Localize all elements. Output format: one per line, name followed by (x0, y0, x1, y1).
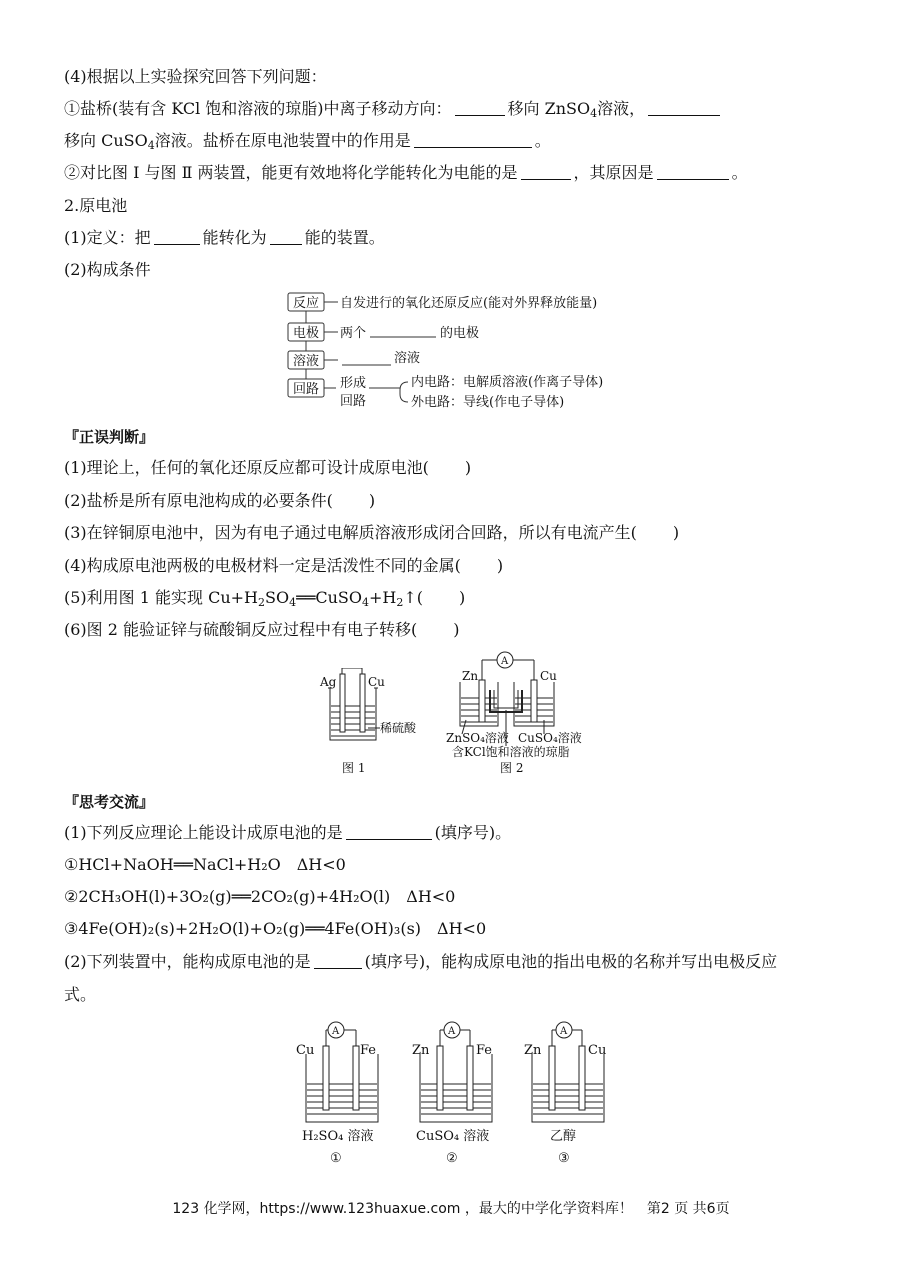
section-judgement-title: 『正误判断』 (64, 428, 155, 446)
conditions-heading: (2)构成条件 (64, 260, 151, 279)
figure-3-devices (290, 1014, 620, 1172)
reaction-1: ①HCl+NaOH══NaCl+H₂O ΔH<0 (64, 855, 346, 874)
fig1-ag-label: Ag (320, 675, 337, 689)
answer-blank[interactable] (346, 823, 432, 840)
device-2-left-electrode: Zn (412, 1043, 430, 1058)
device-1-left-electrode: Cu (296, 1043, 315, 1058)
device-3-number: ③ (558, 1151, 570, 1166)
judge-item-2: (2)盐桥是所有原电池构成的必要条件( ) (64, 491, 376, 510)
device-3-ammeter: A (560, 1026, 568, 1037)
fig2-zn-label: Zn (462, 669, 479, 683)
device-1-ammeter: A (332, 1026, 340, 1037)
judge-item-1: (1)理论上，任何的氧化还原反应都可设计成原电池( ) (64, 458, 472, 477)
definition-line: (1)定义：把 能转化为 能的装置。 (64, 228, 385, 247)
reaction-2: ②2CH₃OH(l)+3O₂(g)══2CO₂(g)+4H₂O(l) ΔH<0 (64, 887, 456, 906)
diagram-box-electrode: 电极 (293, 326, 320, 341)
answer-blank[interactable] (414, 131, 532, 148)
device-2-solution: CuSO₄ 溶液 (416, 1129, 490, 1144)
judge-item-4: (4)构成原电池两极的电极材料一定是活泼性不同的金属( ) (64, 556, 504, 575)
diagram-box-circuit: 回路 (293, 382, 320, 397)
answer-blank[interactable] (455, 99, 505, 116)
diagram-inner-circuit: 内电路：电解质溶液(作离子导体) (411, 375, 604, 390)
figure-2-apparatus (444, 650, 594, 780)
device-2-right-electrode: Fe (476, 1043, 493, 1058)
answer-blank[interactable] (521, 163, 571, 180)
device-1-number: ① (330, 1151, 342, 1166)
judge-item-5: (5)利用图 1 能实现 $Cu+H_2SO_4══CuSO_4+H_2↑$( ) (64, 588, 466, 609)
fig2-cuso4-label: CuSO₄溶液 (518, 731, 582, 745)
device-3-solution: 乙醇 (550, 1129, 577, 1144)
diagram-text-solution: 溶液 (394, 351, 421, 366)
answer-blank[interactable] (154, 228, 200, 245)
fig1-acid-label: 稀硫酸 (380, 721, 417, 735)
diagram-text-reaction: 自发进行的氧化还原反应(能对外界释放能量) (340, 296, 598, 311)
diagram-text-electrode-a: 两个 (340, 326, 367, 341)
diagram-box-reaction: 反应 (293, 296, 320, 311)
answer-blank[interactable] (657, 163, 729, 180)
figure-1-apparatus (318, 668, 430, 780)
device-2-number: ② (446, 1151, 458, 1166)
think-question-1: (1)下列反应理论上能设计成原电池的是 (填序号)。 (64, 823, 512, 842)
think-question-2: (2)下列装置中，能构成原电池的是 (填序号)，能构成原电池的指出电极的名称并写出电极反应 (64, 952, 778, 971)
reaction-3: ③4Fe(OH)₂(s)+2H₂O(l)+O₂(g)══4Fe(OH)₃(s) ΔH<0 (64, 919, 487, 938)
page-footer: 123 化学网，https://www.123huaxue.com ，最大的中学化学资料库！ 第2 页 共6页 (172, 1201, 730, 1217)
judge-item-6: (6)图 2 能验证锌与硫酸铜反应过程中有电子转移( ) (64, 620, 460, 639)
device-1-right-electrode: Fe (360, 1043, 377, 1058)
device-2-ammeter: A (448, 1026, 456, 1037)
fig2-cu-label: Cu (540, 669, 557, 683)
question-4-2: ②对比图 Ⅰ 与图 Ⅱ 两装置，能更有效地将化学能转化为电能的是 ，其原因是 。 (64, 163, 748, 182)
device-3-right-electrode: Cu (588, 1043, 607, 1058)
device-1-solution: H₂SO₄ 溶液 (302, 1129, 374, 1144)
section-discussion-title: 『思考交流』 (64, 793, 155, 811)
diagram-text-electrode-b: 的电极 (440, 326, 480, 341)
answer-blank[interactable] (648, 99, 720, 116)
think-question-2-cont: 式。 (64, 985, 97, 1004)
question-4-1-line2: 移向 CuSO$_4$溶液。盐桥在原电池装置中的作用是 。 (64, 131, 551, 152)
fig1-cu-label: Cu (368, 675, 385, 689)
fig2-bridge-label: 含KCl饱和溶液的琼脂 (452, 745, 570, 759)
judge-item-3: (3)在锌铜原电池中，因为有电子通过电解质溶液形成闭合回路，所以有电流产生( ) (64, 523, 680, 542)
fig2-znso4-label: ZnSO₄溶液 (446, 731, 509, 745)
device-3-left-electrode: Zn (524, 1043, 542, 1058)
answer-blank[interactable] (270, 228, 302, 245)
question-4-1-line1: ①盐桥(装有含 KCl 饱和溶液的琼脂)中离子移动方向： 移向 ZnSO$_4$溶液， (64, 98, 723, 125)
conditions-diagram (286, 290, 626, 412)
question-4-title: (4)根据以上实验探究回答下列问题： (64, 67, 327, 86)
section-2-title: 2.原电池 (64, 196, 128, 215)
diagram-outer-circuit: 外电路：导线(作电子导体) (411, 395, 565, 410)
fig1-caption: 图 1 (342, 761, 366, 775)
fig2-ammeter-label: A (501, 656, 509, 667)
diagram-box-solution: 溶液 (293, 354, 320, 369)
diagram-text-circuit-b: 回路 (340, 394, 367, 409)
answer-blank[interactable] (314, 952, 362, 969)
fig2-caption: 图 2 (500, 761, 524, 775)
diagram-text-circuit-a: 形成 (340, 376, 367, 391)
